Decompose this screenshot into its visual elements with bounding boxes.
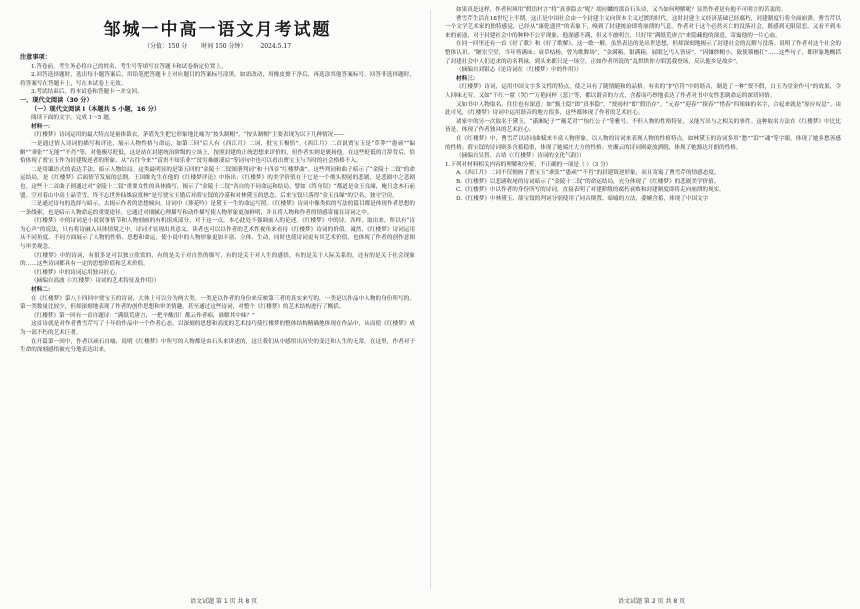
paragraph: 《红楼梦》诗词运用的最大特点是量体裁衣，茅盾先生把它形象地比喻为“按头制帽”。“按头制帽”主要表现为以下几种情况—— xyxy=(31,132,345,139)
material-1-heading: 材料一： xyxy=(31,123,54,130)
paragraph: 在《红楼梦》中，曹雪芹以诗词曲赋来丰富人物形象，以人物的诗词来表现人物的性格特点。如林黛玉的诗词多用“愁”“泪”“魂”等字眼，体现了她多愁善感的性格；薛宝钗的诗词则多含蓄稳重，体现了她端庄大方的性格；史湘云的诗词则豪放洒脱，体现了她豁达开朗的性格。 xyxy=(445,135,841,151)
paragraph: 在《红楼梦》第八十四回中贾宝玉的诗词，大体上可以分为两大类。一类是以作者的身份来反映第三者的真实来写的，一类是以作品中人物的身份所写的。第一类数量比较少，但却深刻地表现了作者的创作思想和审美情趣，甚至通过这些诗词，对整个《红楼梦》的艺术结构进行了概括。 xyxy=(20,295,415,311)
material-3-heading: 材料三： xyxy=(456,75,479,82)
right-page xyxy=(445,6,841,587)
paragraph: 诸家中的另一次取名于黛玉，“潇湘妃子”“蘅芜君”“怡红公子”等雅号，不但人物的性格特征，又能写出与之相关的事件。这种取名方法在《红楼梦》中比比皆是，体现了作者独具的艺术匠心。 xyxy=(445,118,841,134)
paragraph: 曹雪芹生活在18世纪上半期。这正是中国社会由一个封建主义向资本主义过渡的时代。这时封建主义经济基础已经腐朽，封建制度行将全面崩溃。曹雪芹以一个文学艺术家的独特感觉，已经从“康乾盛世”的表象下，嗅到了封建统治即将崩溃的气息。作者对于这个必然灭亡的没落社会，既感到无限留恋，又看不到未来的前途，对于封建社会中的种种不公平现象，他深感不满，但又不敢明言，只好用“满纸荒唐言”来隐藏他的深意，寄寓他的一片心血。 xyxy=(445,15,841,39)
exam-meta xyxy=(20,42,415,51)
paragraph: 《红楼梦》第一回有一首自题诗：“满纸荒唐言，一把辛酸泪！都云作者痴，谁解其中味？” xyxy=(31,312,255,319)
paragraph: 在开篇第一回中，作者以顽石自喻，说明《红楼梦》中所写的人物都是由石头来讲述的，这让我们从中感悟出历史的变迁和人生的无常。在这里，作者对于生命的深刻感悟被充分地表达出来。 xyxy=(20,338,415,354)
page-footer-right: 语文试题 第 2 页 共 8 页 xyxy=(618,598,686,605)
option-d: D.《红楼梦》中林黛玉、薛宝钗的判词分别使用了同音倒置、暗喻的方法，委婉含蓄，体现了中国文字 xyxy=(456,196,709,203)
source-citation: （摘编自吴智、古靖《〈红楼梦〉诗词的文化气韵》） xyxy=(456,153,585,160)
paragraph: 《红楼梦》中的诗词是小说叙事情节和人物刻画的有机组成部分，对于这一点，本心此处不强调前人的论述。《红楼梦》中的诗，各样，取出来，所以有“诗为心声”的说法，只有将诗融入具体情境之中，诗词才显现出其意义。读者也可以以作者的艺术性视角来看待《红楼梦》诗词的价值。诚然，《红楼梦》诗词运用从不同角度、不同方面展示了人物的性格、思想和命运，使小说中的人物形象更加丰富、立体、生动，同时也使诗词更有其艺术价值，也体现了作者的创作意图与审美观念。 xyxy=(20,218,415,251)
page-footer-left: 语文试题 第 1 页 共 8 页 xyxy=(190,598,258,605)
time-info: 时间 150 分钟） xyxy=(201,43,247,50)
question-1: 1.下列对材料相关内容的理解和分析，不正确的一项是（ ）（3 分） xyxy=(445,161,612,168)
paragraph: 一是通过情人诗词的描写和评论，展示人物性格与命运，如第三回“后人有《西江月》二词，批宝玉极恰”。《西江月》二首说贾宝玉是“草莽”“愚顽”“偏僻”“乖张”“无能”“不肖”等，对他极尽贬低，这是站在封建统治阶级的立场上，按照封建的正统思想来评价的，但作者实则是褒扬他。在这些贬低的言辞背后，恰恰体现了贾宝玉作为封建叛逆者的形象。从“古往今来”“富贵不知乐业”“贫穷难耐凄凉”等词句中也可以看出贾宝玉与当时的社会格格不入。 xyxy=(20,140,415,165)
exam-title: 邹城一中高一语文月考试题 xyxy=(103,20,332,40)
date-info: 2024.5.17 xyxy=(260,43,292,50)
source-citation: （摘编自高波《〈红楼梦〉诗词的艺术特征及作用》） xyxy=(31,278,160,285)
page-divider xyxy=(430,10,431,589)
option-b: B.《红楼梦》以悲剧收尾的诗词暗示了“金陵十二钗”的命运结局，充分体现了《红楼梦》的悲剧美学价值。 xyxy=(456,178,720,185)
paragraph: 三是通过诗句的选择与暗示，去揭示作者的思想倾向。诗词中《葬花吟》是黛玉一生的命运写照。《红楼梦》诗词中像类似的写法的篇目都是体现作者思想的一条线索，也是暗示人物命运的重要途径。它通过对细腻心理描写和动作描写使人物形象更加鲜明，并且将人物和作者的情感寄寓在诗词之中。 xyxy=(20,201,415,216)
paragraph: 这首诗就是对作者曹雪芹写了十年的作品中一个作者心态。以深刻的思想和高度的艺术技巧使红楼梦的整体结构精确地体现在作品中，从而使《红楼梦》成为一部不朽的艺术巨著。 xyxy=(20,321,415,336)
paragraph: 《红楼梦》诗词，运用中国文字多义性的特点，使之具有了随情随和的品格。有名的“护官符”中的谐音，制造了一种“贾不假，白玉为堂金作马”的效果，令人回味无穷。又如“千红一窟（哭）”“万艳同杯（悲）”等，都以谐音的方式，含蓄而巧妙地表达了作者对书中女性悲剧命运的深切同情。 xyxy=(445,84,841,99)
notice-item: 1.答卷前，考生务必将自己的姓名、考生号等填写在答题卡和试卷指定位置上。 xyxy=(31,63,227,70)
section-heading: 一、现代文阅读（30 分） xyxy=(20,96,93,104)
paragraph: 在同一回里还有一首《好了歌》和《好了歌解》。这一歌一解，虽然表达的是出世思想，但却深刻地揭示了封建社会的瓦解与没落。说明了作者对这个社会的整体认识。“陋室空堂，当年笏满床；衰草枯杨，曾为歌舞场”，“金满箱，银满箱，展眼乞丐人皆谤”，“因嫌纱帽小，致使锁枷扛”……这些句子，都形象地概括了封建社会中人们追求的功名利禄，到头来都只是一场空。正如作者所说的“乱烘烘你方唱罢我登场，反认他乡是故乡”。 xyxy=(445,41,841,65)
paragraph: 又如书中人物取名，往往也有深意。如“甄士隐”即“真事隐”，“贾雨村”即“假语存”。“元春”“迎春”“探春”“惜春”四姐妹的名字，合起来就是“原应叹息”。由此可见，《红楼梦》诗词中运用谐音的地方很多，这些都体现了作者的艺术匠心。 xyxy=(445,101,841,117)
source-citation: （摘编自刘银志《论诗词在〈红楼梦〉中的作用》） xyxy=(456,67,582,74)
paragraph: 如果真是这样，作者何须用“假语村言”将“真事隐去”呢？胡应麟的那首石头诗，又当如何理解呢？显然作者是有他不可明言的苦衷的。 xyxy=(456,7,787,13)
score-info: （分值：150 分 xyxy=(143,43,188,50)
paragraph: 《红楼梦》中的诗词，有很多是可以独立欣赏的，有的是关于对自然的描写，有的是关于对人生的感悟，有的是关于人际关系的，还有的是关于社会现象的……这些诗词都具有一定的思想价值和艺术价值。 xyxy=(20,252,415,268)
paragraph: 二是用谶语式的表达手法，暗示人物结局。这类最明显的是第五回的“金陵十二钗图册判词”和十四首“红楼梦曲”。这些判词和曲子暗示了“金陵十二钗”的命运结局，是《红楼梦》后面情节发展的总纲。王国维先生在他的《红楼梦评论》中指出：《红楼梦》的美学价值在于它是一个彻头彻尾的悲剧，是悲剧中之悲剧也。这些十二首曲子则通过对“金陵十二钗”重要女性的具体描写，揭示了“金陵十二钗”各自的不同命运和结局。譬如《终身误》“都道是金玉良缘，俺只念木石前盟。空对着山中高士晶莹雪，终不忘世外仙姝寂寞林”是写贾宝玉婚后对薛宝钗的冷漠和对林黛玉的思念，后来宝钗只落得“金玉良缘”的空名，独守空房。 xyxy=(20,166,415,199)
sub-section-heading: （一）现代文阅读 I（本题共 5 小题，16 分） xyxy=(31,105,161,113)
notice-heading: 注意事项： xyxy=(20,54,51,61)
material-2-heading: 材料二： xyxy=(31,287,54,294)
instruction: 阅读下面的文字，完成 1～5 题。 xyxy=(31,115,115,122)
option-c: C.《红楼梦》中以作者的身份所写的诗词，直接表明了对建阶级的腐朽衰败和封建制度即将走向崩溃的现实。 xyxy=(456,187,725,194)
notice-item: 2.回答选择题时，选出每小题答案后，用铅笔把答题卡上对应题目的答案标号涂黑。如需改动，用橡皮擦干净后，再选涂其他答案标号。回答非选择题时，将答案写在答题卡上，写在本试卷上无效。 xyxy=(20,72,415,87)
notice-item: 3.考试结束后，将本试卷和答题卡一并交回。 xyxy=(31,89,143,96)
option-a: A.《西江月》二词不仅刻画了贾宝玉“乖张”“愚顽”“不肖”的封建叛逆形象，而且寄寓了曹雪芹的情感态度。 xyxy=(456,170,720,177)
left-page xyxy=(20,6,415,587)
paragraph: 《红楼梦》中的诗词运用独具匠心。 xyxy=(31,269,121,276)
